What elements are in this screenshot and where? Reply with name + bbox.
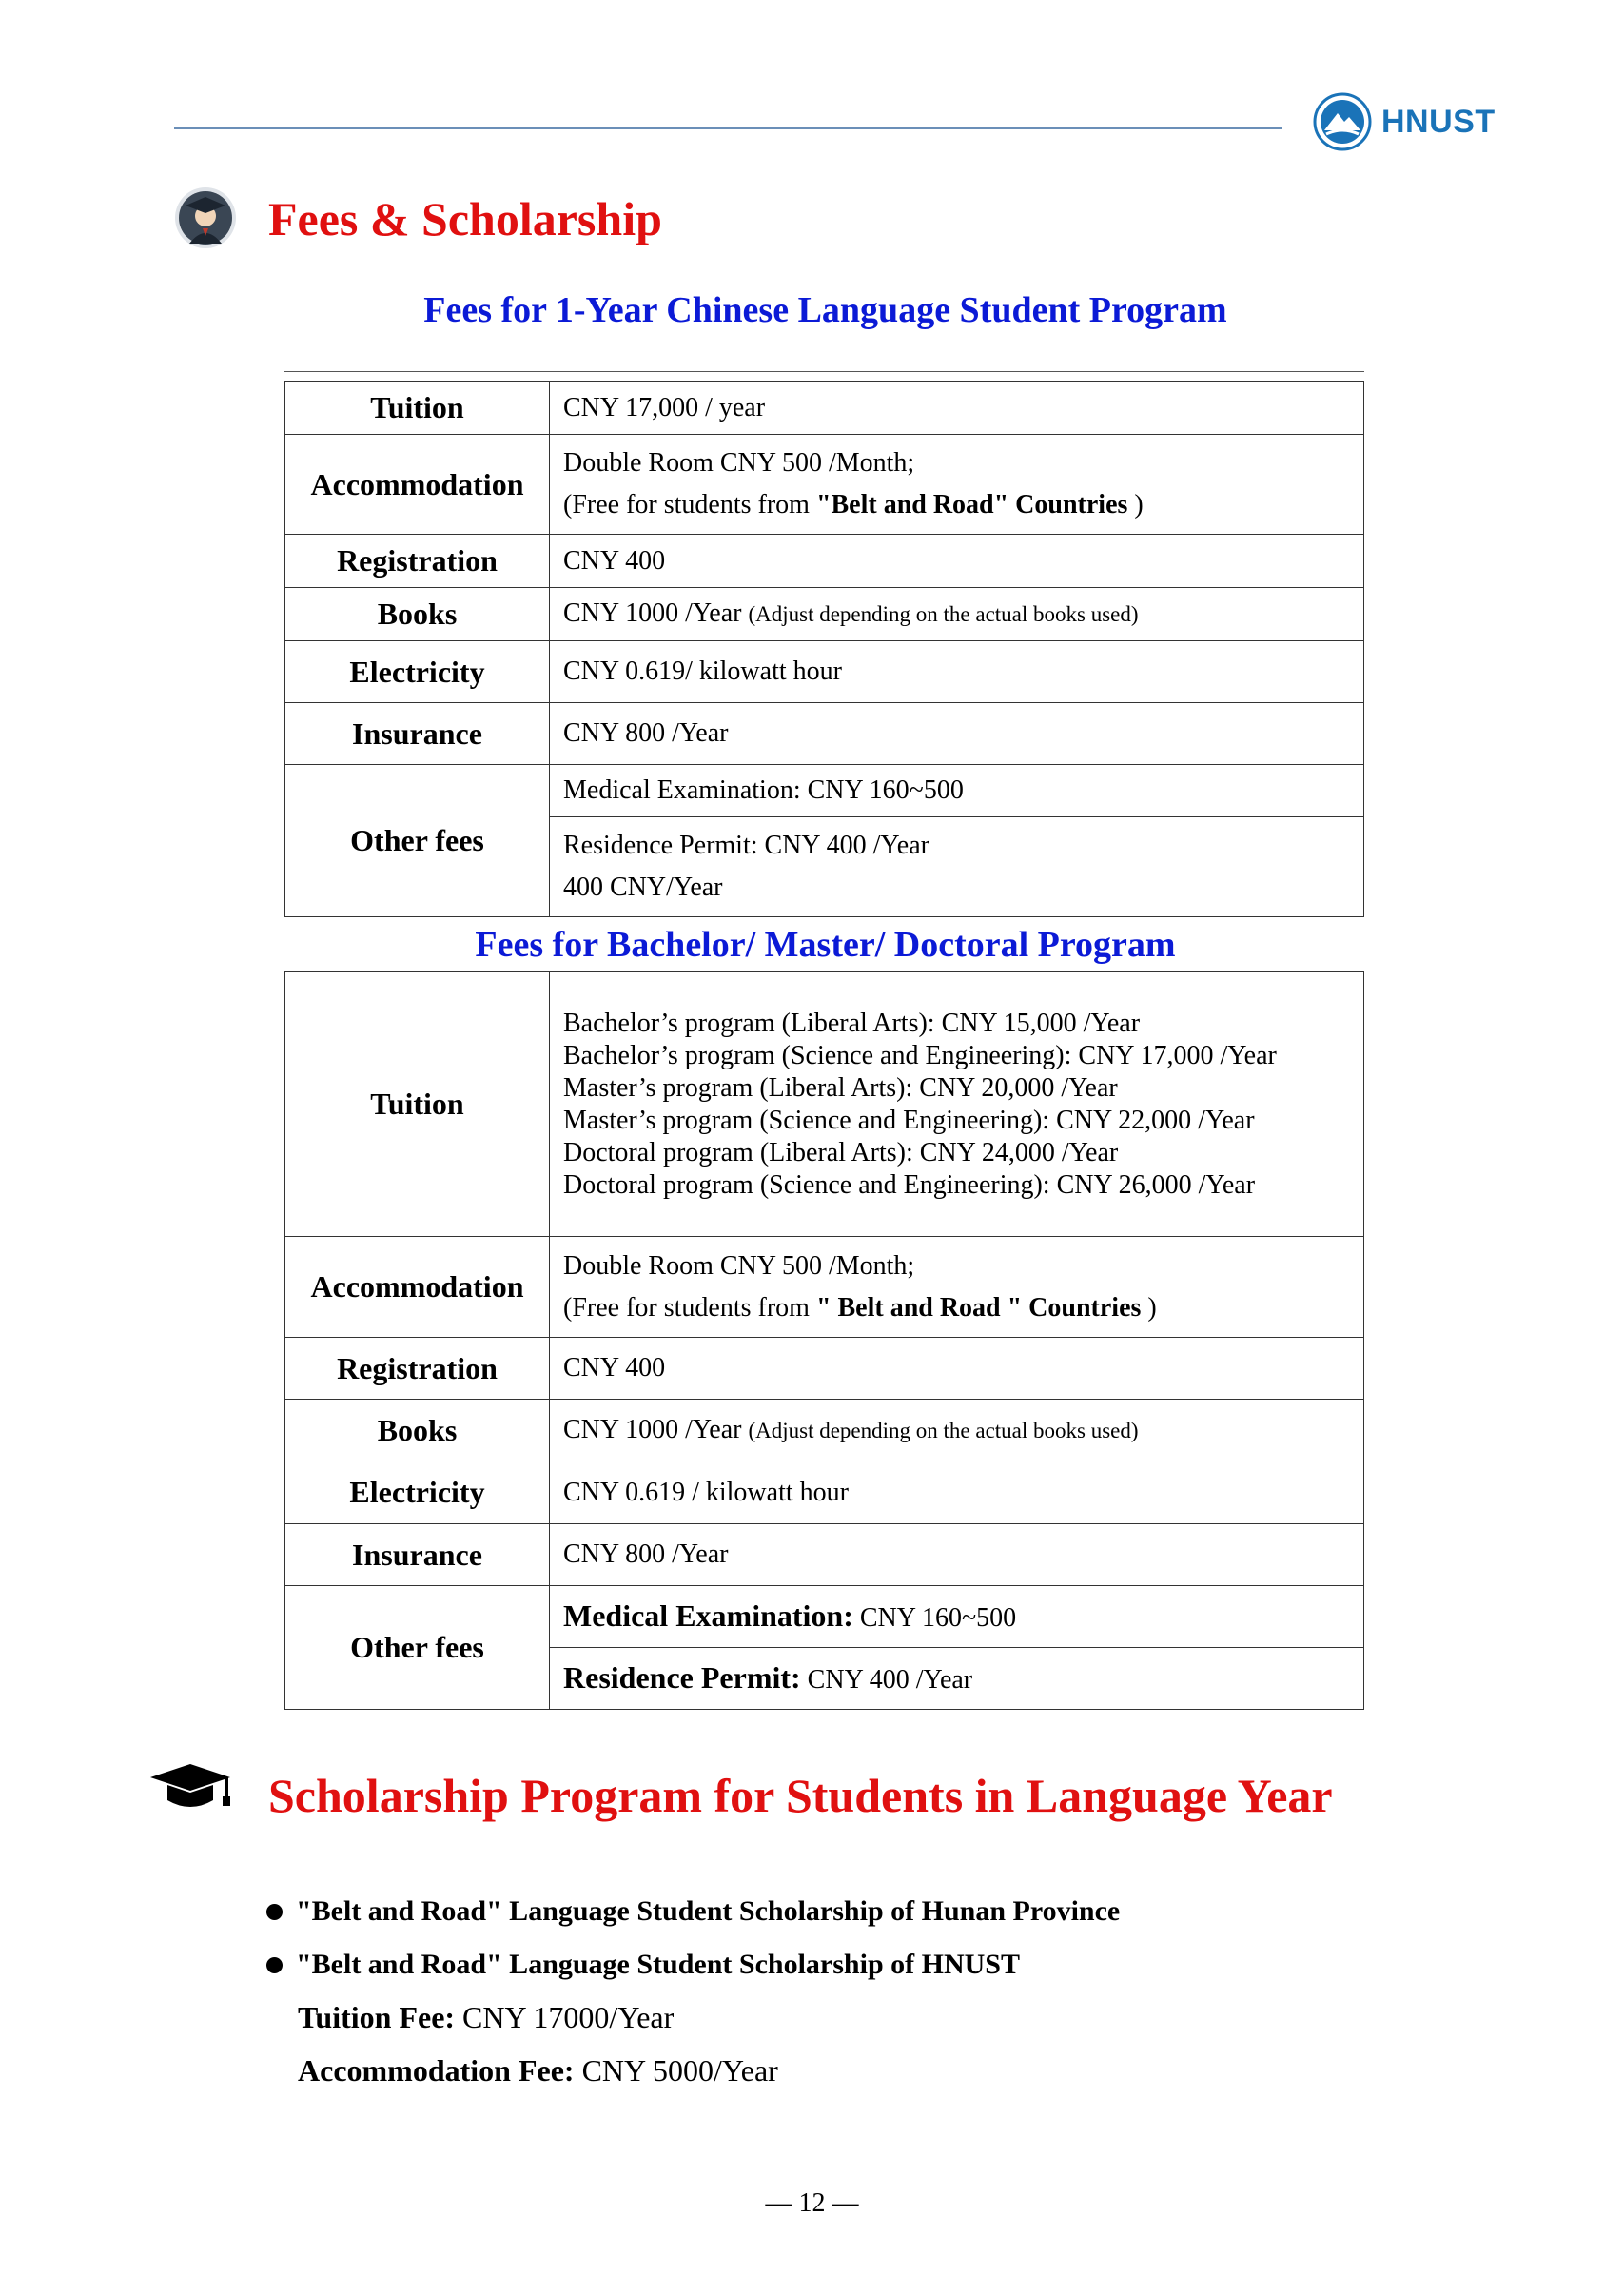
- list-item: "Belt and Road" Language Student Scholarship of HNUST: [266, 1949, 1020, 1981]
- accommodation-line1: Double Room CNY 500 /Month;: [563, 448, 915, 478]
- table-row: [285, 1586, 1364, 1648]
- table-row: [285, 1400, 1364, 1461]
- row-value: CNY 1000 /Year (Adjust depending on the actual books used): [550, 588, 1364, 641]
- row-label: Insurance: [285, 1524, 550, 1586]
- table-row: [285, 1524, 1364, 1586]
- tuition-line: Bachelor’s program (Liberal Arts): CNY 15,000 /Year: [563, 1008, 1141, 1038]
- row-label: Accommodation: [285, 1237, 550, 1338]
- row-value: [550, 435, 1364, 535]
- brand-name: HNUST: [1381, 103, 1496, 140]
- list-item: "Belt and Road" Language Student Scholarship of Hunan Province: [266, 1895, 1120, 1928]
- table-row: [285, 765, 1364, 817]
- bullet-icon: [266, 1957, 283, 1973]
- row-label: Other fees: [285, 765, 550, 917]
- tuition-lines: [563, 1008, 1363, 1202]
- row-label: Books: [285, 588, 550, 641]
- row-label: Registration: [285, 1338, 550, 1400]
- row-label: Registration: [285, 535, 550, 588]
- graduate-avatar-icon: [174, 186, 237, 249]
- row-value: Medical Examination: CNY 160~500: [550, 765, 1364, 817]
- row-value: CNY 800 /Year: [550, 1524, 1364, 1586]
- section-title-scholarship: Scholarship Program for Students in Language Year: [268, 1769, 1333, 1822]
- language-program-title: Fees for 1-Year Chinese Language Student Program: [423, 290, 1227, 330]
- page-number: — 12 —: [765, 2188, 859, 2218]
- accommodation-fee-line: Accommodation Fee: CNY 5000/Year: [298, 2053, 778, 2088]
- table-row: [285, 641, 1364, 703]
- accommodation-line2: (Free for students from "Belt and Road" Countries ): [563, 490, 1144, 520]
- tuition-line: Master’s program (Science and Engineering): CNY 22,000 /Year: [563, 1105, 1255, 1135]
- row-value: CNY 0.619/ kilowatt hour: [550, 641, 1364, 703]
- row-value: Medical Examination: CNY 160~500: [550, 1586, 1364, 1648]
- table-row: [285, 382, 1364, 435]
- table-row: [285, 588, 1364, 641]
- row-value: CNY 800 /Year: [550, 703, 1364, 765]
- table-row: [285, 1237, 1364, 1338]
- section-title-fees: Fees & Scholarship: [268, 192, 662, 245]
- row-label: Tuition: [285, 382, 550, 435]
- row-value: [550, 972, 1364, 1237]
- table-row: [285, 703, 1364, 765]
- tuition-line: Doctoral program (Liberal Arts): CNY 24,000 /Year: [563, 1137, 1119, 1167]
- table-row: [285, 972, 1364, 1237]
- table-row: [285, 1461, 1364, 1524]
- row-value: CNY 17,000 / year: [550, 382, 1364, 435]
- row-value: CNY 400: [550, 1338, 1364, 1400]
- tuition-fee-line: Tuition Fee: CNY 17000/Year: [298, 2000, 675, 2034]
- row-value: Residence Permit: CNY 400 /Year: [550, 1648, 1364, 1710]
- books-note: (Adjust depending on the actual books used): [748, 602, 1139, 626]
- table-top-rule: [284, 371, 1364, 372]
- row-label: Books: [285, 1400, 550, 1461]
- row-label: Electricity: [285, 1461, 550, 1524]
- tuition-line: Master’s program (Liberal Arts): CNY 20,000 /Year: [563, 1072, 1118, 1103]
- row-value: CNY 400: [550, 535, 1364, 588]
- table-row: [285, 1338, 1364, 1400]
- table-row: [285, 435, 1364, 535]
- row-label: Insurance: [285, 703, 550, 765]
- header-rule: [174, 127, 1282, 129]
- row-value: Double Room CNY 500 /Month; (Free for students from " Belt and Road " Countries ): [550, 1237, 1364, 1338]
- degree-fees-table: [284, 971, 1364, 1710]
- graduation-cap-icon: [148, 1762, 232, 1814]
- language-fees-table: [284, 381, 1364, 917]
- row-label: Tuition: [285, 972, 550, 1237]
- bullet-icon: [266, 1904, 283, 1920]
- hnust-emblem-icon: [1313, 92, 1372, 151]
- row-value: CNY 1000 /Year (Adjust depending on the actual books used): [550, 1400, 1364, 1461]
- tuition-line: Bachelor’s program (Science and Engineering): CNY 17,000 /Year: [563, 1040, 1277, 1070]
- hnust-logo: [1313, 90, 1496, 153]
- row-label: Accommodation: [285, 435, 550, 535]
- table-row: [285, 535, 1364, 588]
- row-label: Electricity: [285, 641, 550, 703]
- degree-program-title: Fees for Bachelor/ Master/ Doctoral Program: [475, 925, 1176, 965]
- row-value: CNY 0.619 / kilowatt hour: [550, 1461, 1364, 1524]
- row-value: Residence Permit: CNY 400 /Year 400 CNY/Year: [550, 817, 1364, 917]
- row-label: Other fees: [285, 1586, 550, 1710]
- tuition-line: Doctoral program (Science and Engineering): CNY 26,000 /Year: [563, 1169, 1256, 1200]
